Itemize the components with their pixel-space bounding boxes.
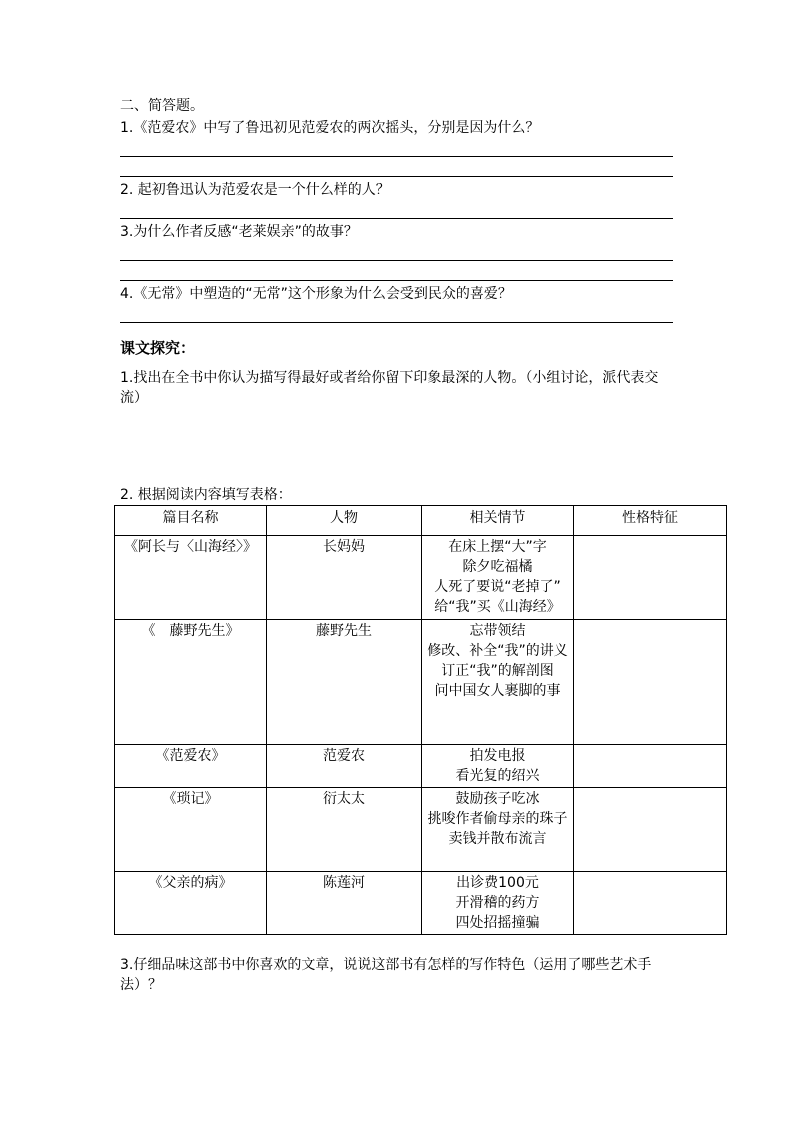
table-header-row [115,506,727,536]
plot-line: 订正“我”的解剖图 [441,663,554,679]
section-heading: 二、简答题。 [120,98,204,114]
answer-line [120,280,673,281]
plot-line: 人死了要说“老掉了” [434,579,561,595]
cell-title: 《阿长与〈山海经〉》 [115,536,267,620]
answer-line [120,218,673,219]
table-row [115,788,727,872]
cell-trait[interactable] [574,536,727,620]
table-row [115,745,727,788]
cell-plot [422,745,574,788]
cell-person: 藤野先生 [267,620,422,745]
plot-line: 给“我”买《山海经》 [434,599,561,615]
cell-plot [422,788,574,872]
cell-plot [422,536,574,620]
question-1: 1.《范爱农》中写了鲁迅初见范爱农的两次摇头，分别是因为什么？ [120,120,540,136]
header-person: 人物 [267,506,422,536]
plot-line: 挑唆作者偷母亲的珠子卖钱并散布流言 [427,811,568,847]
cell-title: 《父亲的病》 [115,872,267,935]
cell-person: 衍太太 [267,788,422,872]
table-row [115,872,727,935]
header-plot: 相关情节 [422,506,574,536]
plot-line: 问中国女人裹脚的事 [434,683,561,699]
cell-plot [422,872,574,935]
answer-line [120,260,673,261]
cell-person: 范爱农 [267,745,422,788]
table-row [115,536,727,620]
plot-line: 开滑稽的药方 [455,895,540,911]
question-3: 3.为什么作者反感“老莱娱亲”的故事？ [120,224,358,240]
cell-plot [422,620,574,745]
header-title: 篇目名称 [115,506,267,536]
plot-line: 修改、补全“我”的讲义 [427,643,568,659]
question-4: 4.《无常》中塑造的“无常”这个形象为什么会受到民众的喜爱？ [120,286,512,302]
explore-item-1: 1.找出在全书中你认为描写得最好或者给你留下印象最深的人物。（小组讨论，派代表交流） [120,370,659,406]
header-trait: 性格特征 [574,506,727,536]
answer-line [120,156,673,157]
cell-person: 陈莲河 [267,872,422,935]
plot-line: 忘带领结 [469,623,526,639]
plot-line: 看光复的绍兴 [455,768,540,784]
cell-title: 《琐记》 [115,788,267,872]
cell-title: 《 藤野先生》 [115,620,267,745]
cell-trait[interactable] [574,620,727,745]
explore-item-2: 2. 根据阅读内容填写表格： [120,487,292,503]
cell-person: 长妈妈 [267,536,422,620]
cell-title: 《范爱农》 [115,745,267,788]
explore-heading: 课文探究： [120,339,196,357]
plot-line: 除夕吃福橘 [462,559,533,575]
reading-table [114,505,727,935]
plot-line: 在床上摆“大”字 [448,539,547,555]
cell-trait[interactable] [574,788,727,872]
answer-line [120,176,673,177]
plot-line: 拍发电报 [469,748,526,764]
cell-trait[interactable] [574,872,727,935]
answer-line [120,322,673,323]
explore-item-3: 3.仔细品味这部书中你喜欢的文章，说说这部书有怎样的写作特色（运用了哪些艺术手法）？ [120,957,652,993]
question-2: 2. 起初鲁迅认为范爱农是一个什么样的人？ [120,182,390,198]
plot-line: 出诊费100元 [456,875,539,891]
table-row [115,620,727,745]
cell-trait[interactable] [574,745,727,788]
plot-line: 四处招摇撞骗 [455,915,540,931]
plot-line: 鼓励孩子吃冰 [455,791,540,807]
